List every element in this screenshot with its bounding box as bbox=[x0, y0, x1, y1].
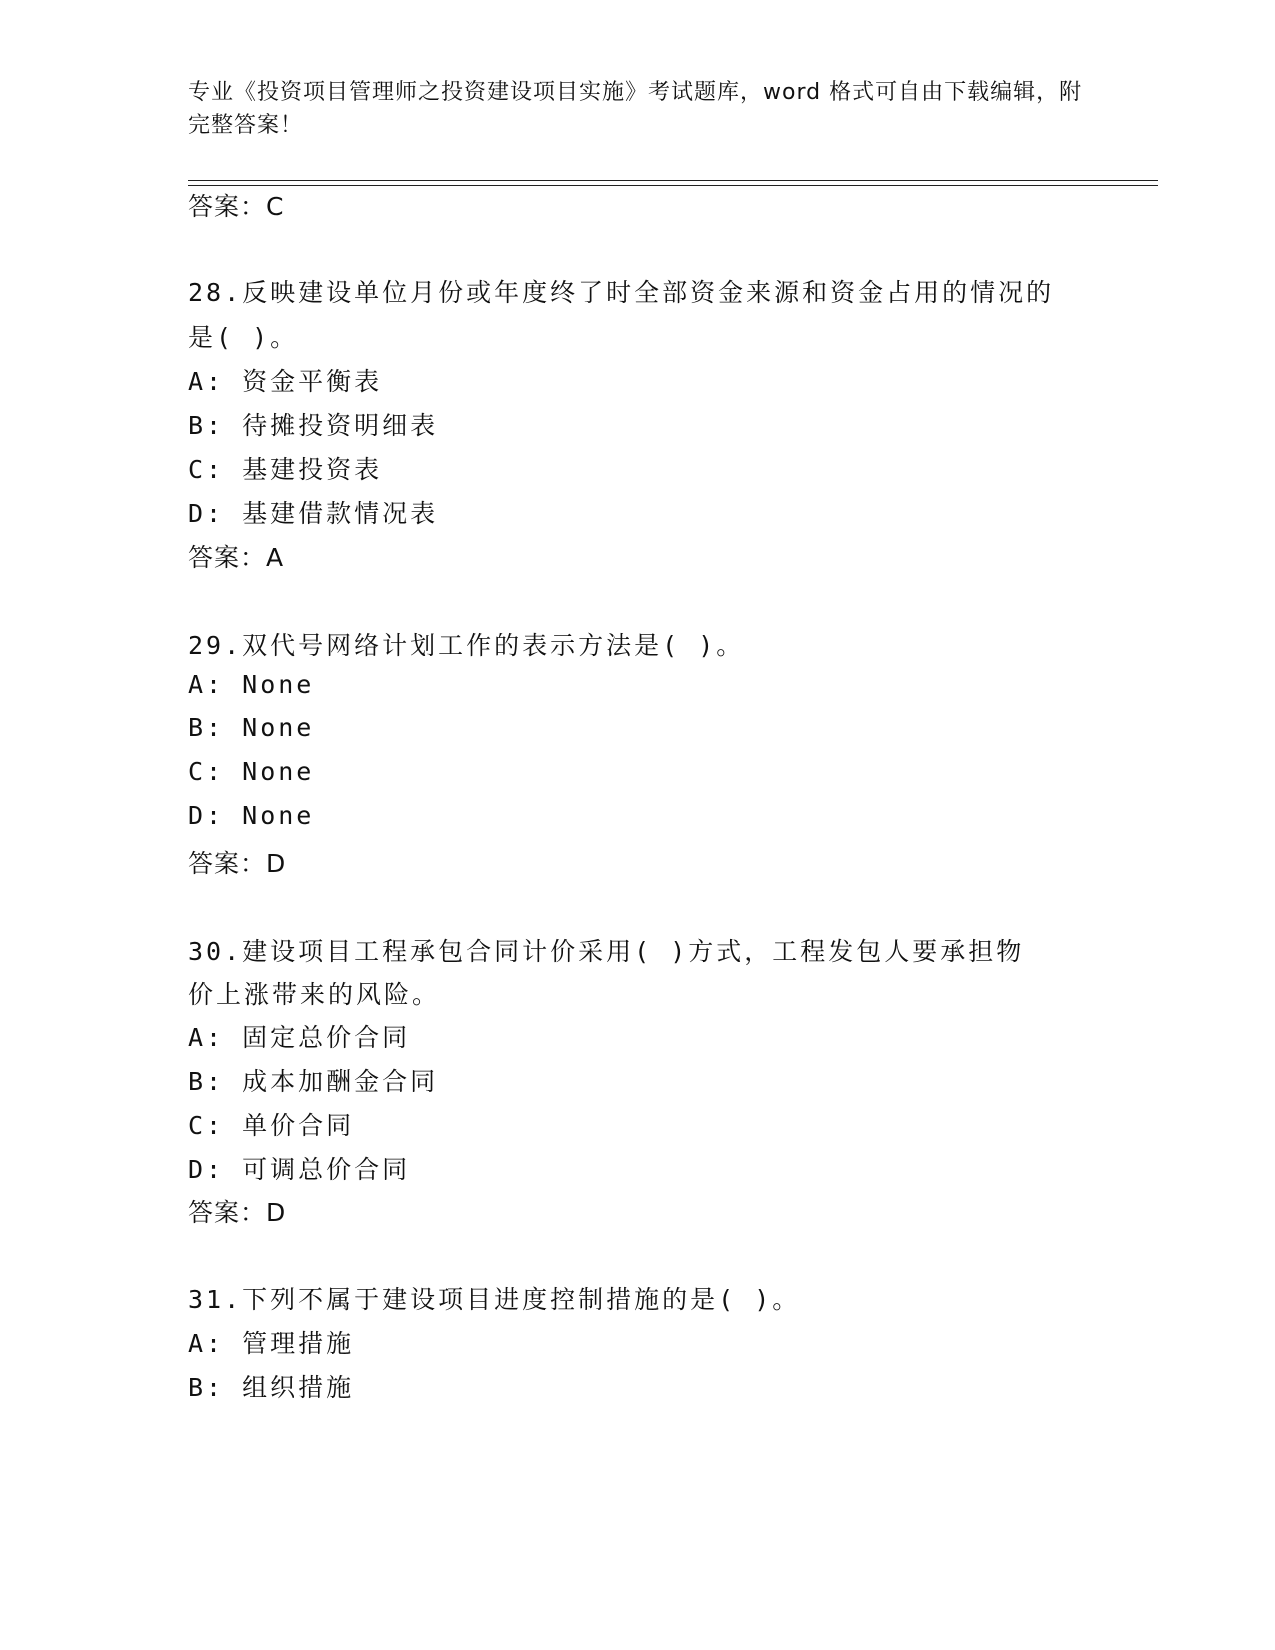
question-28-stem-line1: 28.反映建设单位月份或年度终了时全部资金来源和资金占用的情况的 bbox=[188, 278, 1055, 307]
question-29-answer: 答案：D bbox=[188, 849, 287, 878]
question-30-option-b: B: 成本加酬金合同 bbox=[188, 1067, 439, 1096]
question-31-option-b: B: 组织措施 bbox=[188, 1373, 355, 1402]
question-30-option-d: D: 可调总价合同 bbox=[188, 1155, 411, 1184]
question-31-option-a: A: 管理措施 bbox=[188, 1329, 355, 1358]
question-29-stem-line1: 29.双代号网络计划工作的表示方法是( )。 bbox=[188, 631, 745, 660]
question-31-stem-line1: 31.下列不属于建设项目进度控制措施的是( )。 bbox=[188, 1285, 801, 1314]
question-30-option-a: A: 固定总价合同 bbox=[188, 1023, 411, 1052]
question-30-stem-line2: 价上涨带来的风险。 bbox=[188, 980, 441, 1009]
question-29-option-d: D: None bbox=[188, 801, 315, 830]
question-29-option-c: C: None bbox=[188, 757, 315, 786]
question-28-option-b: B: 待摊投资明细表 bbox=[188, 411, 439, 440]
question-28-option-a: A: 资金平衡表 bbox=[188, 367, 383, 396]
question-29-option-a: A: None bbox=[188, 670, 315, 699]
question-28-stem-line2: 是( )。 bbox=[188, 323, 299, 352]
question-30-stem-line1: 30.建设项目工程承包合同计价采用( )方式，工程发包人要承担物 bbox=[188, 937, 1025, 966]
document-header: 专业《投资项目管理师之投资建设项目实施》考试题库，word 格式可自由下载编辑，附完整答案！ bbox=[188, 80, 1083, 138]
question-30-answer: 答案：D bbox=[188, 1198, 287, 1227]
question-28-option-c: C: 基建投资表 bbox=[188, 455, 383, 484]
previous-answer: 答案：C bbox=[188, 192, 285, 221]
question-29-option-b: B: None bbox=[188, 713, 315, 742]
question-30-option-c: C: 单价合同 bbox=[188, 1111, 355, 1140]
question-28-answer: 答案：A bbox=[188, 543, 285, 572]
header-rule-bottom bbox=[188, 185, 1158, 186]
header-rule-top bbox=[188, 180, 1158, 181]
question-28-option-d: D: 基建借款情况表 bbox=[188, 499, 439, 528]
